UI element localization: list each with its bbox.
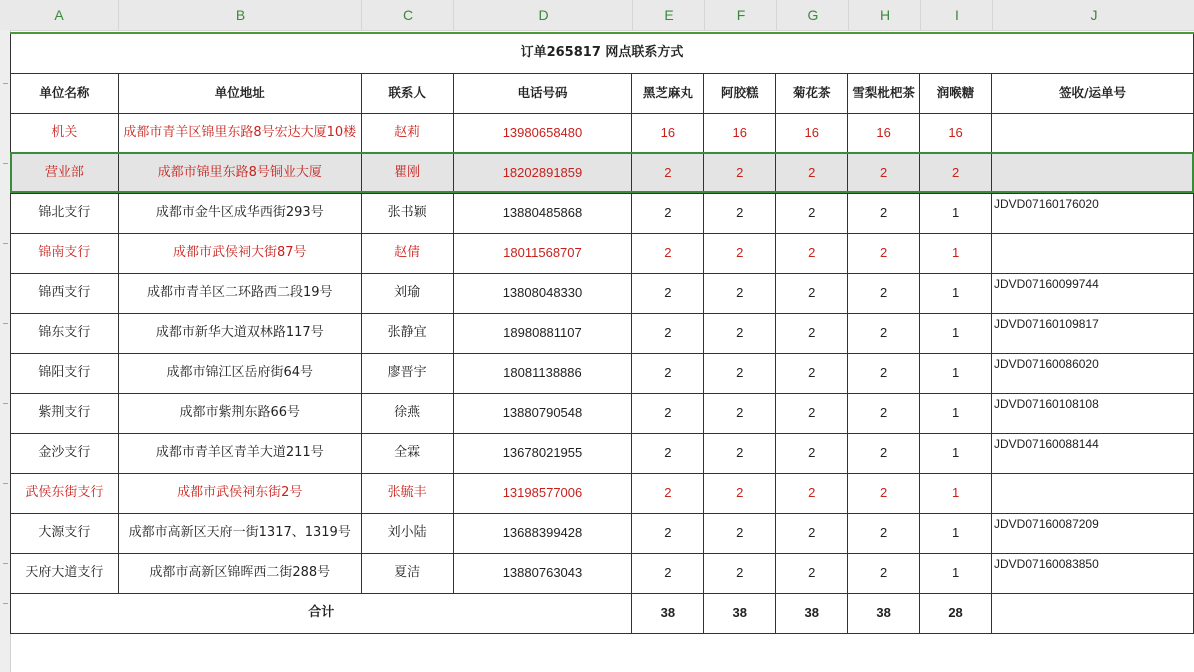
cell-phone[interactable]: 13880485868: [453, 193, 632, 233]
cell-qty-product-5[interactable]: 16: [920, 113, 992, 153]
cell-tracking[interactable]: JDVD07160099744: [992, 273, 1194, 313]
cell-qty-product-4[interactable]: 2: [848, 433, 920, 473]
cell-contact[interactable]: 赵倩: [361, 233, 453, 273]
table-row: [11, 313, 1194, 353]
row-tick: [3, 563, 8, 564]
header-product-5[interactable]: 润喉糖: [920, 73, 992, 113]
cell-contact[interactable]: 刘瑜: [361, 273, 453, 313]
table-row: [11, 433, 1194, 473]
cell-qty-product-1[interactable]: 2: [632, 153, 704, 193]
cell-contact[interactable]: 全霖: [361, 433, 453, 473]
cell-unit-name[interactable]: 锦东支行: [11, 313, 119, 353]
column-header-e[interactable]: E: [632, 0, 705, 30]
table-row: [11, 153, 1194, 193]
column-header-h[interactable]: H: [848, 0, 921, 30]
column-header-j[interactable]: J: [992, 0, 1194, 30]
table-row: [11, 233, 1194, 273]
cell-qty-product-2[interactable]: 2: [704, 553, 776, 593]
total-product-4[interactable]: 38: [848, 593, 920, 633]
column-header-c[interactable]: C: [361, 0, 454, 30]
cell-contact[interactable]: 廖晋宇: [361, 353, 453, 393]
cell-qty-product-2[interactable]: 2: [704, 193, 776, 233]
cell-tracking[interactable]: JDVD07160088144: [992, 433, 1194, 473]
cell-qty-product-4[interactable]: 16: [848, 113, 920, 153]
row-tick: [3, 163, 8, 164]
table-row: [11, 553, 1194, 593]
cell-phone[interactable]: 13980658480: [453, 113, 632, 153]
cell-unit-address[interactable]: 成都市青羊区二环路西二段19号: [118, 273, 361, 313]
cell-qty-product-5[interactable]: 1: [920, 353, 992, 393]
cell-qty-product-1[interactable]: 2: [632, 313, 704, 353]
cell-contact[interactable]: 张书颖: [361, 193, 453, 233]
total-product-5[interactable]: 28: [920, 593, 992, 633]
sheet-title[interactable]: 订单265817 网点联系方式: [11, 33, 1194, 73]
cell-qty-product-4[interactable]: 2: [848, 473, 920, 513]
cell-phone[interactable]: 18011568707: [453, 233, 632, 273]
cell-contact[interactable]: 张静宜: [361, 313, 453, 353]
cell-tracking[interactable]: JDVD07160083850: [992, 553, 1194, 593]
column-header-bar: [0, 0, 1194, 31]
spreadsheet-grid: [10, 32, 1194, 634]
cell-qty-product-2[interactable]: 2: [704, 513, 776, 553]
cell-qty-product-1[interactable]: 2: [632, 193, 704, 233]
cell-qty-product-3[interactable]: 2: [776, 193, 848, 233]
cell-qty-product-5[interactable]: 1: [920, 473, 992, 513]
column-header-g[interactable]: G: [776, 0, 849, 30]
cell-qty-product-3[interactable]: 2: [776, 353, 848, 393]
cell-qty-product-3[interactable]: 2: [776, 313, 848, 353]
cell-qty-product-3[interactable]: 16: [776, 113, 848, 153]
cell-qty-product-2[interactable]: 2: [704, 153, 776, 193]
cell-qty-product-4[interactable]: 2: [848, 233, 920, 273]
cell-qty-product-5[interactable]: 1: [920, 313, 992, 353]
column-header-i[interactable]: I: [920, 0, 993, 30]
cell-qty-product-2[interactable]: 2: [704, 273, 776, 313]
cell-qty-product-3[interactable]: 2: [776, 273, 848, 313]
cell-qty-product-4[interactable]: 2: [848, 313, 920, 353]
cell-tracking[interactable]: JDVD07160108108: [992, 393, 1194, 433]
cell-tracking[interactable]: JDVD07160176020: [992, 193, 1194, 233]
column-header-a[interactable]: A: [54, 7, 64, 23]
cell-contact[interactable]: 瞿刚: [361, 153, 453, 193]
cell-qty-product-1[interactable]: 2: [632, 513, 704, 553]
cell-unit-name[interactable]: 锦阳支行: [11, 353, 119, 393]
total-tracking-cell[interactable]: [992, 593, 1194, 633]
header-phone[interactable]: 电话号码: [453, 73, 632, 113]
cell-qty-product-4[interactable]: 2: [848, 393, 920, 433]
cell-qty-product-2[interactable]: 16: [704, 113, 776, 153]
cell-qty-product-2[interactable]: 2: [704, 473, 776, 513]
row-tick: [3, 483, 8, 484]
cell-tracking[interactable]: [992, 233, 1194, 273]
row-tick: [3, 603, 8, 604]
cell-unit-name[interactable]: 锦西支行: [11, 273, 119, 313]
cell-qty-product-3[interactable]: 2: [776, 233, 848, 273]
table-row: [11, 513, 1194, 553]
cell-phone[interactable]: 13808048330: [453, 273, 632, 313]
cell-unit-address[interactable]: 成都市高新区锦晖西二街288号: [118, 553, 361, 593]
cell-unit-address[interactable]: 成都市新华大道双林路117号: [118, 313, 361, 353]
cell-qty-product-4[interactable]: 2: [848, 273, 920, 313]
cell-unit-name[interactable]: 锦北支行: [11, 193, 119, 233]
cell-qty-product-4[interactable]: 2: [848, 353, 920, 393]
cell-unit-address[interactable]: 成都市高新区天府一街1317、1319号: [118, 513, 361, 553]
cell-qty-product-5[interactable]: 1: [920, 553, 992, 593]
cell-qty-product-4[interactable]: 2: [848, 513, 920, 553]
cell-qty-product-3[interactable]: 2: [776, 473, 848, 513]
cell-qty-product-1[interactable]: 2: [632, 433, 704, 473]
cell-qty-product-5[interactable]: 1: [920, 393, 992, 433]
cell-qty-product-3[interactable]: 2: [776, 433, 848, 473]
table-row: [11, 113, 1194, 153]
cell-unit-name[interactable]: 天府大道支行: [11, 553, 119, 593]
total-product-3[interactable]: 38: [776, 593, 848, 633]
header-contact[interactable]: 联系人: [361, 73, 453, 113]
table-row: [11, 193, 1194, 233]
row-tick: [3, 403, 8, 404]
column-header-d[interactable]: D: [453, 0, 633, 30]
cell-unit-name[interactable]: 武侯东街支行: [11, 473, 119, 513]
cell-qty-product-5[interactable]: 1: [920, 273, 992, 313]
total-product-2[interactable]: 38: [704, 593, 776, 633]
cell-qty-product-3[interactable]: 2: [776, 153, 848, 193]
cell-tracking[interactable]: JDVD07160087209: [992, 513, 1194, 553]
header-product-2[interactable]: 阿胶糕: [704, 73, 776, 113]
cell-qty-product-1[interactable]: 2: [632, 473, 704, 513]
cell-qty-product-2[interactable]: 2: [704, 353, 776, 393]
cell-tracking[interactable]: [992, 473, 1194, 513]
cell-contact[interactable]: 赵莉: [361, 113, 453, 153]
cell-qty-product-2[interactable]: 2: [704, 233, 776, 273]
header-product-1[interactable]: 黑芝麻丸: [632, 73, 704, 113]
cell-unit-address[interactable]: 成都市锦江区岳府街64号: [118, 353, 361, 393]
table-row: [11, 273, 1194, 313]
cell-qty-product-1[interactable]: 16: [632, 113, 704, 153]
cell-contact[interactable]: 徐燕: [361, 393, 453, 433]
table-row: [11, 353, 1194, 393]
cell-tracking[interactable]: JDVD07160086020: [992, 353, 1194, 393]
header-unit-address[interactable]: 单位地址: [118, 73, 361, 113]
cell-unit-address[interactable]: 成都市青羊区锦里东路8号宏达大厦10楼: [118, 113, 361, 153]
cell-unit-name[interactable]: 锦南支行: [11, 233, 119, 273]
table-row: [11, 393, 1194, 433]
cell-phone[interactable]: 13198577006: [453, 473, 632, 513]
cell-tracking[interactable]: JDVD07160109817: [992, 313, 1194, 353]
cell-unit-name[interactable]: 营业部: [11, 153, 119, 193]
cell-phone[interactable]: 13678021955: [453, 433, 632, 473]
cell-unit-address[interactable]: 成都市武侯祠大街87号: [118, 233, 361, 273]
cell-qty-product-3[interactable]: 2: [776, 553, 848, 593]
cell-phone[interactable]: 13880790548: [453, 393, 632, 433]
column-header-b[interactable]: B: [118, 0, 362, 30]
cell-qty-product-5[interactable]: 1: [920, 193, 992, 233]
header-unit-name[interactable]: 单位名称: [11, 73, 119, 113]
row-tick: [3, 243, 8, 244]
row-tick: [3, 83, 8, 84]
cell-contact[interactable]: 夏洁: [361, 553, 453, 593]
cell-qty-product-4[interactable]: 2: [848, 153, 920, 193]
cell-unit-address[interactable]: 成都市青羊区青羊大道211号: [118, 433, 361, 473]
cell-qty-product-4[interactable]: 2: [848, 553, 920, 593]
cell-phone[interactable]: 13688399428: [453, 513, 632, 553]
header-product-3[interactable]: 菊花茶: [776, 73, 848, 113]
cell-contact[interactable]: 张毓丰: [361, 473, 453, 513]
cell-unit-address[interactable]: 成都市紫荆东路66号: [118, 393, 361, 433]
cell-unit-name[interactable]: 金沙支行: [11, 433, 119, 473]
cell-qty-product-1[interactable]: 2: [632, 233, 704, 273]
cell-phone[interactable]: 18202891859: [453, 153, 632, 193]
cell-phone[interactable]: 18980881107: [453, 313, 632, 353]
cell-contact[interactable]: 刘小陆: [361, 513, 453, 553]
cell-unit-address[interactable]: 成都市金牛区成华西街293号: [118, 193, 361, 233]
column-header-f[interactable]: F: [704, 0, 777, 30]
total-product-1[interactable]: 38: [632, 593, 704, 633]
cell-qty-product-5[interactable]: 2: [920, 153, 992, 193]
cell-qty-product-5[interactable]: 1: [920, 233, 992, 273]
total-label[interactable]: 合计: [11, 593, 632, 633]
cell-unit-name[interactable]: 紫荆支行: [11, 393, 119, 433]
cell-qty-product-1[interactable]: 2: [632, 353, 704, 393]
cell-qty-product-2[interactable]: 2: [704, 433, 776, 473]
header-row: [11, 73, 1194, 113]
cell-qty-product-2[interactable]: 2: [704, 313, 776, 353]
cell-tracking[interactable]: [992, 113, 1194, 153]
cell-qty-product-3[interactable]: 2: [776, 513, 848, 553]
cell-tracking[interactable]: [992, 153, 1194, 193]
cell-qty-product-3[interactable]: 2: [776, 393, 848, 433]
cell-qty-product-5[interactable]: 1: [920, 513, 992, 553]
header-product-4[interactable]: 雪梨枇杷茶: [848, 73, 920, 113]
total-row: [11, 593, 1194, 633]
cell-qty-product-1[interactable]: 2: [632, 273, 704, 313]
cell-phone[interactable]: 13880763043: [453, 553, 632, 593]
cell-qty-product-5[interactable]: 1: [920, 433, 992, 473]
row-tick: [3, 323, 8, 324]
cell-qty-product-2[interactable]: 2: [704, 393, 776, 433]
cell-qty-product-1[interactable]: 2: [632, 393, 704, 433]
cell-unit-address[interactable]: 成都市武侯祠东街2号: [118, 473, 361, 513]
cell-unit-name[interactable]: 大源支行: [11, 513, 119, 553]
cell-qty-product-4[interactable]: 2: [848, 193, 920, 233]
header-tracking[interactable]: 签收/运单号: [992, 73, 1194, 113]
cell-phone[interactable]: 18081138886: [453, 353, 632, 393]
table-row: [11, 473, 1194, 513]
cell-unit-name[interactable]: 机关: [11, 113, 119, 153]
cell-qty-product-1[interactable]: 2: [632, 553, 704, 593]
cell-unit-address[interactable]: 成都市锦里东路8号铜业大厦: [118, 153, 361, 193]
